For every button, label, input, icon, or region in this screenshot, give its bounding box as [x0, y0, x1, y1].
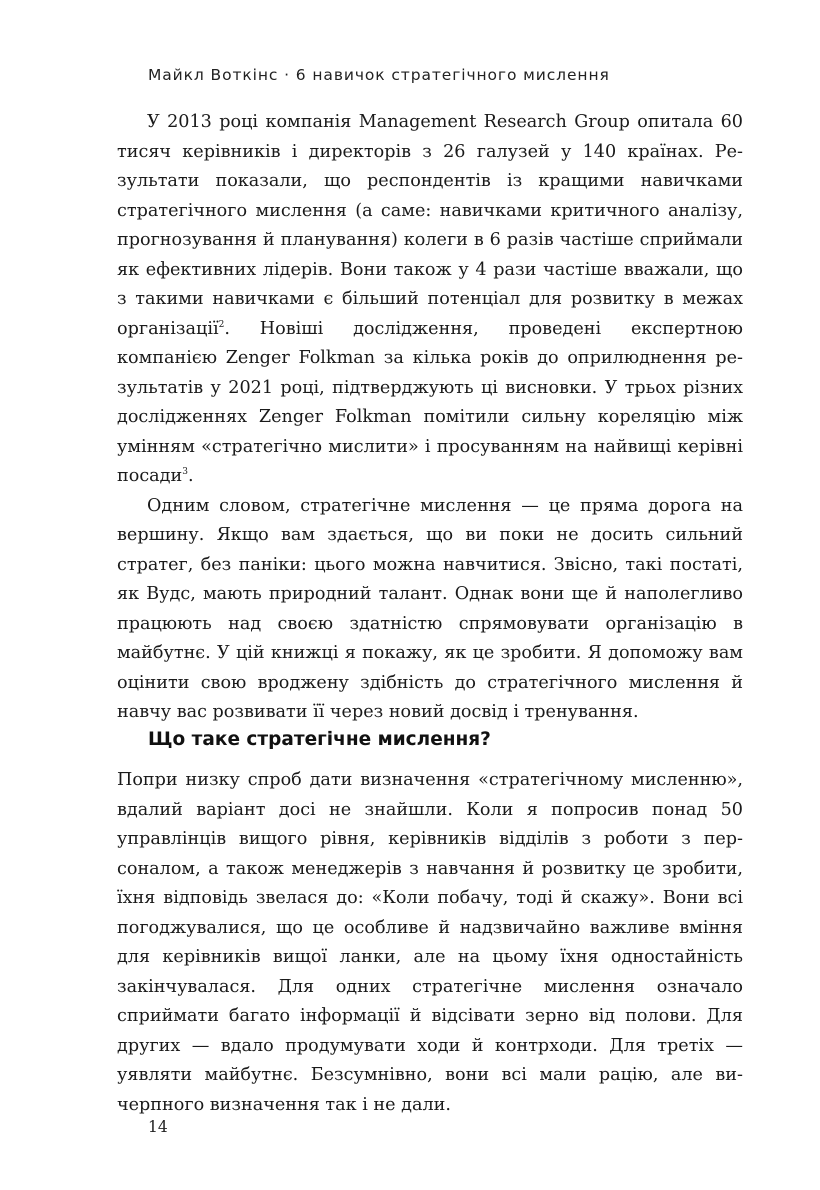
page-number: 14 [148, 1118, 168, 1136]
paragraph-1-text-2: . Новіші дослідження, проведені експертною компанією Zenger Folkman за кілька років до оприлюднення результатів у 2021 році, підтверджують ці висновки. У трьох різних дослідженнях Zenger Folkman помітили сильну кореляцію між умінням «стратегічно мислити» і просуванням на найвищі керівні посади [117, 318, 743, 486]
paragraph-3: Попри низку спроб дати визначення «стратегічному мисленню», вдалий варіант досі не знайшли. Коли я попросив понад 50 управлінців вищого рівня, керівників відділів з роботи з персоналом, а також менеджерів з навчання й розвитку це зробити, їхня відповідь звелася до: «Коли побачу, тоді й скажу». Вони всі погоджувалися, що це особливе й надзвичайно важливе вміння для керівників вищої ланки, але на цьому їхня одностайність закінчувалася. Для одних стратегічне мислення означало сприймати багато інформації й відсівати зерно від полови. Для других — вдало продумувати ходи й контрходи. Для третіх — уявляти майбутнє. Безсумнівно, вони всі мали рацію, але вичерпного визначення так і не дали. [117, 770, 743, 1115]
footnote-ref-3: 3 [182, 467, 188, 477]
body-text-section [117, 766, 743, 1120]
section-heading: Що таке стратегічне мислення? [148, 729, 491, 750]
body-text-top [117, 108, 743, 728]
paragraph-1-text: У 2013 році компанія Management Research Group опитала 60 тисяч керівників і директорів з 26 галузей у 140 країнах. Результати показали, що респондентів із кращими навичками стратегічного мислення (а саме: навичками критичного аналізу, прогнозування й планування) колеги в 6 разів частіше сприймали як ефективних лідерів. Вони також у 4 рази частіше вважали, що з такими навичками є більший потенціал для розвитку в межах організації [117, 112, 743, 339]
paragraph-1-text-3: . [187, 466, 194, 486]
paragraph-2: Одним словом, стратегічне мислення — це пряма дорога на вершину. Якщо вам здається, що ви поки не досить сильний стратег, без паніки: цього можна навчитися. Звісно, такі постаті, як Вудс, мають природний талант. Однак вони ще й наполегливо працюють над своєю здатністю спрямовувати організацію в майбутнє. У цій книжці я покажу, як це зробити. Я допоможу вам оцінити свою вроджену здібність до стратегічного мислення й навчу вас розвивати її через новий досвід і тренування. [117, 495, 743, 722]
paragraph-1 [117, 108, 743, 492]
running-header: Майкл Воткінс · 6 навичок стратегічного мислення [148, 66, 610, 84]
footnote-ref-2: 2 [218, 319, 225, 330]
